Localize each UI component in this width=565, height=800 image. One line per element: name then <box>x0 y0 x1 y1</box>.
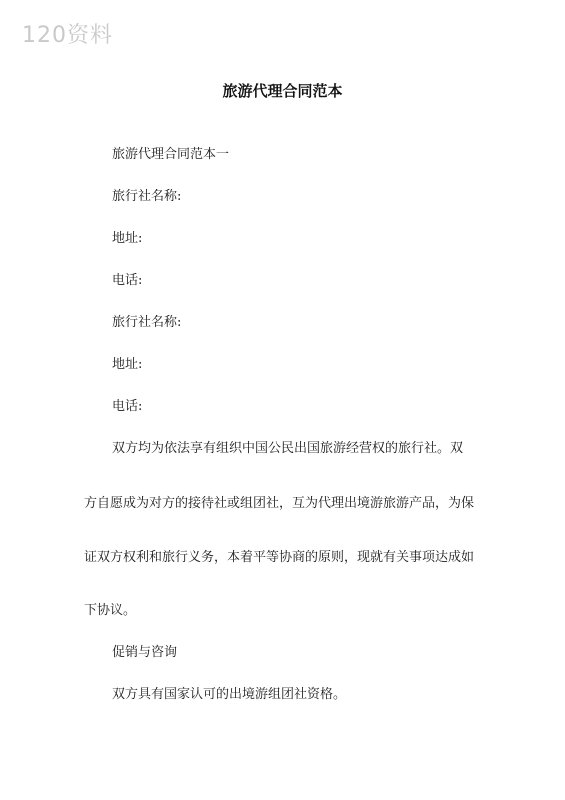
party-a-name-label: 旅行社名称: <box>112 189 182 204</box>
party-b-name-label: 旅行社名称: <box>112 315 182 330</box>
party-a-phone-label: 电话: <box>112 273 143 288</box>
intro-line-3: 证双方权利和旅行义务，本着平等协商的原则，现就有关事项达成如 <box>84 550 475 565</box>
contract-subtitle: 旅游代理合同范本一 <box>112 147 230 162</box>
intro-line-2: 方自愿成为对方的接待社或组团社，互为代理出境游旅游产品，为保 <box>84 496 475 511</box>
party-b-address-label: 地址: <box>112 357 143 372</box>
party-b-phone-label: 电话: <box>112 399 143 414</box>
intro-line-1: 双方均为依法享有组织中国公民出国旅游经营权的旅行社。双 <box>112 441 464 456</box>
section-text: 双方具有国家认可的出境游组团社资格。 <box>112 687 347 702</box>
watermark-logo: 120资料 <box>22 23 113 48</box>
intro-line-4: 下协议。 <box>84 603 137 618</box>
section-heading: 促销与咨询 <box>112 645 178 660</box>
document-title: 旅游代理合同范本 <box>222 82 343 100</box>
party-a-address-label: 地址: <box>112 231 143 246</box>
